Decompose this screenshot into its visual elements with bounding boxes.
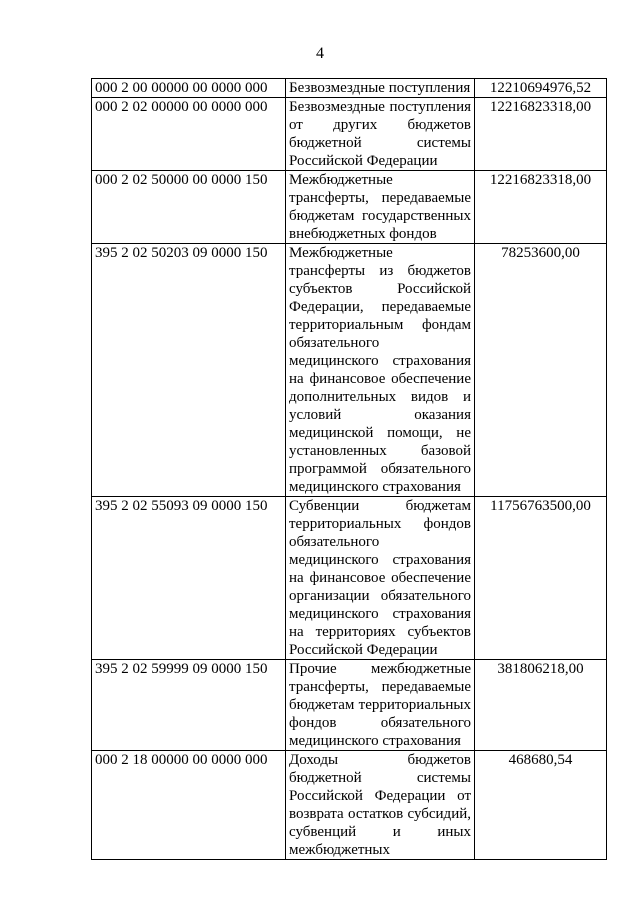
budget-code-cell: 000 2 02 50000 00 0000 150 [92,171,286,244]
budget-code-cell: 000 2 18 00000 00 0000 000 [92,751,286,860]
revenue-name-cell: Безвозмездные поступления от других бюджетов бюджетной системы Российской Федерации [286,98,475,171]
budget-code-cell: 000 2 00 00000 00 0000 000 [92,79,286,98]
budget-code-cell: 395 2 02 55093 09 0000 150 [92,497,286,660]
revenue-name-cell: Безвозмездные поступления [286,79,475,98]
amount-cell: 78253600,00 [475,244,607,497]
amount-cell: 468680,54 [475,751,607,860]
table-row [92,98,607,171]
table-row [92,171,607,244]
budget-code-cell: 395 2 02 50203 09 0000 150 [92,244,286,497]
revenue-name-cell: Межбюджетные трансферты, передаваемые бюджетам государственных внебюджетных фондов [286,171,475,244]
table-row [92,497,607,660]
revenue-name-cell: Доходы бюджетов бюджетной системы Российской Федерации от возврата остатков субсидий, субвенций и иных межбюджетных [286,751,475,860]
table-row [92,244,607,497]
table-row [92,79,607,98]
revenue-table [91,78,607,860]
budget-code-cell: 000 2 02 00000 00 0000 000 [92,98,286,171]
amount-cell: 12210694976,52 [475,79,607,98]
amount-cell: 12216823318,00 [475,98,607,171]
page-number: 4 [316,45,324,62]
amount-cell: 11756763500,00 [475,497,607,660]
table-row [92,751,607,860]
revenue-name-cell: Субвенции бюджетам территориальных фондов обязательного медицинского страхования на финансовое обеспечение организации обязательного медицинского страхования на территориях субъектов Российской Федерации [286,497,475,660]
amount-cell: 12216823318,00 [475,171,607,244]
revenue-name-cell: Прочие межбюджетные трансферты, передаваемые бюджетам территориальных фондов обязательного медицинского страхования [286,660,475,751]
revenue-name-cell: Межбюджетные трансферты из бюджетов субъектов Российской Федерации, передаваемые территориальным фондам обязательного медицинского страхования на финансовое обеспечение дополнительных видов и условий оказания медицинской помощи, не установленных базовой программой обязательного медицинского страхования [286,244,475,497]
budget-code-cell: 395 2 02 59999 09 0000 150 [92,660,286,751]
amount-cell: 381806218,00 [475,660,607,751]
table-row [92,660,607,751]
